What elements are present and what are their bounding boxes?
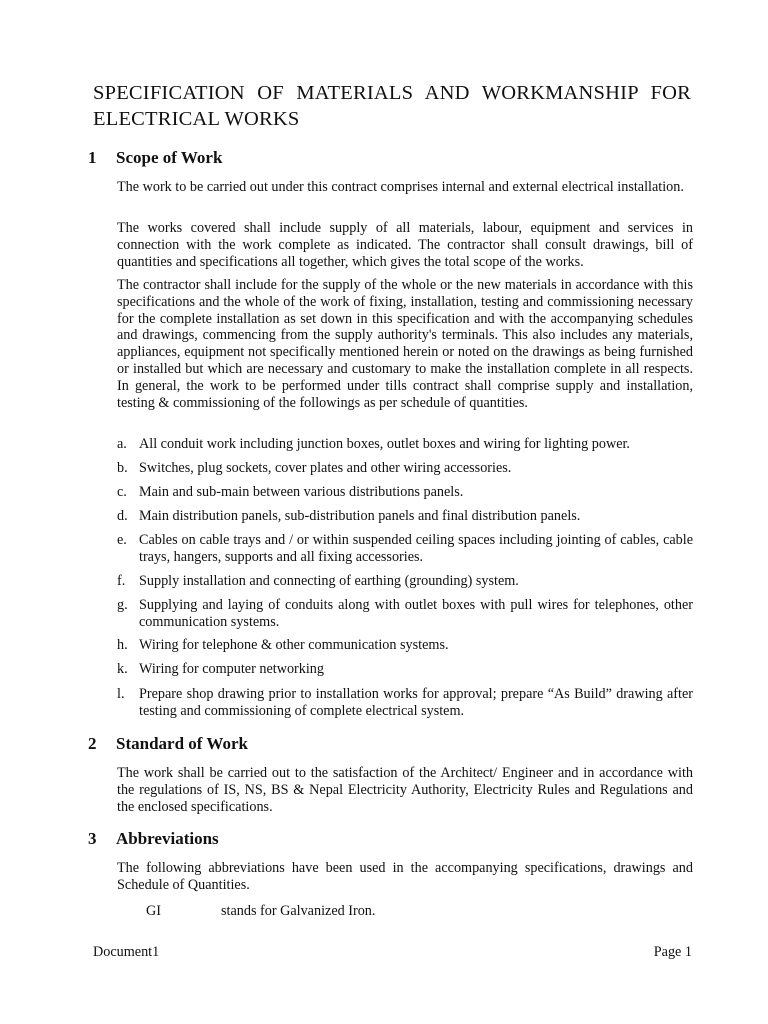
list-item-text: All conduit work including junction boxes, outlet boxes and wiring for lighting power.: [139, 436, 630, 452]
list-item-text: Switches, plug sockets, cover plates and other wiring accessories.: [139, 460, 512, 476]
paragraph: The work shall be carried out to the satisfaction of the Architect/ Engineer and in accordance with the regulations of IS, NS, BS & Nepal Electricity Authority, Electricity Rules and Regulations and the enclosed specifications.: [117, 765, 693, 815]
paragraph: The work to be carried out under this contract comprises internal and external electrical installation.: [117, 179, 684, 195]
paragraph: The contractor shall include for the supply of the whole or the new materials in accordance with this specifications and the whole of the work of fixing, installation, testing and commissioning necessary for the complete installation as set down in this specification and with the accompanying schedules and drawings, commencing from the supply authority's terminals. This also includes any materials, appliances, equipment not specifically mentioned herein or noted on the drawings as being furnished or installed but which are necessary and customary to make the installation complete in all respects. In general, the work to be performed under tills contract shall comprise supply and installation, testing & commissioning of the followings as per schedule of quantities.: [117, 277, 693, 411]
list-item-text: Supplying and laying of conduits along with outlet boxes with pull wires for telephones, other communication systems.: [139, 597, 693, 630]
section-title: Abbreviations: [116, 829, 219, 848]
list-marker: k.: [117, 661, 128, 677]
list-item-text: Main distribution panels, sub-distribution panels and final distribution panels.: [139, 508, 581, 524]
abbreviation-row: [146, 903, 375, 920]
section-title: Scope of Work: [116, 148, 223, 167]
paragraph: The following abbreviations have been used in the accompanying specifications, drawings and Schedule of Quantities.: [117, 860, 693, 893]
list-marker: b.: [117, 460, 128, 476]
list-marker: h.: [117, 637, 128, 653]
abbreviation-term: GI: [146, 903, 161, 919]
list-marker: a.: [117, 436, 127, 452]
list-marker: d.: [117, 508, 128, 524]
list-marker: e.: [117, 532, 127, 548]
list-item-text: Wiring for computer networking: [139, 661, 324, 677]
list-marker: f.: [117, 573, 126, 589]
section-number: 1: [88, 148, 97, 167]
section-title: Standard of Work: [116, 734, 248, 753]
list-item: [117, 508, 693, 525]
abbreviation-definition: stands for Galvanized Iron.: [221, 903, 376, 919]
footer-page-number: Page 1: [653, 944, 692, 960]
list-item-text: Prepare shop drawing prior to installation works for approval; prepare “As Build” drawing after testing and commissioning of complete electrical system.: [139, 686, 693, 719]
section-heading-abbreviations: [88, 829, 219, 849]
list-item: [117, 436, 693, 453]
list-item-text: Wiring for telephone & other communication systems.: [139, 637, 449, 653]
list-item: [117, 532, 693, 566]
list-item: [117, 597, 693, 631]
list-item: [117, 686, 693, 720]
list-item-text: Cables on cable trays and / or within suspended ceiling spaces including jointing of cables, cable trays, hangers, supports and all fixing accessories.: [139, 532, 693, 565]
section-number: 2: [88, 734, 97, 753]
paragraph: The works covered shall include supply of all materials, labour, equipment and services in connection with the work complete as indicated. The contractor shall consult drawings, bill of quantities and specifications all together, which gives the total scope of the works.: [117, 220, 693, 270]
list-item: [117, 573, 693, 590]
list-item: [117, 460, 693, 477]
section-number: 3: [88, 829, 97, 848]
list-item: [117, 484, 693, 501]
section-heading-scope: [88, 148, 222, 168]
list-marker: l.: [117, 686, 125, 702]
document-title: SPECIFICATION OF MATERIALS AND WORKMANSHIP FOR ELECTRICAL WORKS: [93, 82, 691, 130]
list-item-text: Main and sub-main between various distributions panels.: [139, 484, 464, 500]
footer-document-name: Document1: [93, 944, 160, 960]
list-item: [117, 661, 693, 678]
section-heading-standard: [88, 734, 248, 754]
list-item-text: Supply installation and connecting of earthing (grounding) system.: [139, 573, 519, 589]
list-item: [117, 637, 693, 654]
list-marker: g.: [117, 597, 128, 613]
list-marker: c.: [117, 484, 127, 500]
